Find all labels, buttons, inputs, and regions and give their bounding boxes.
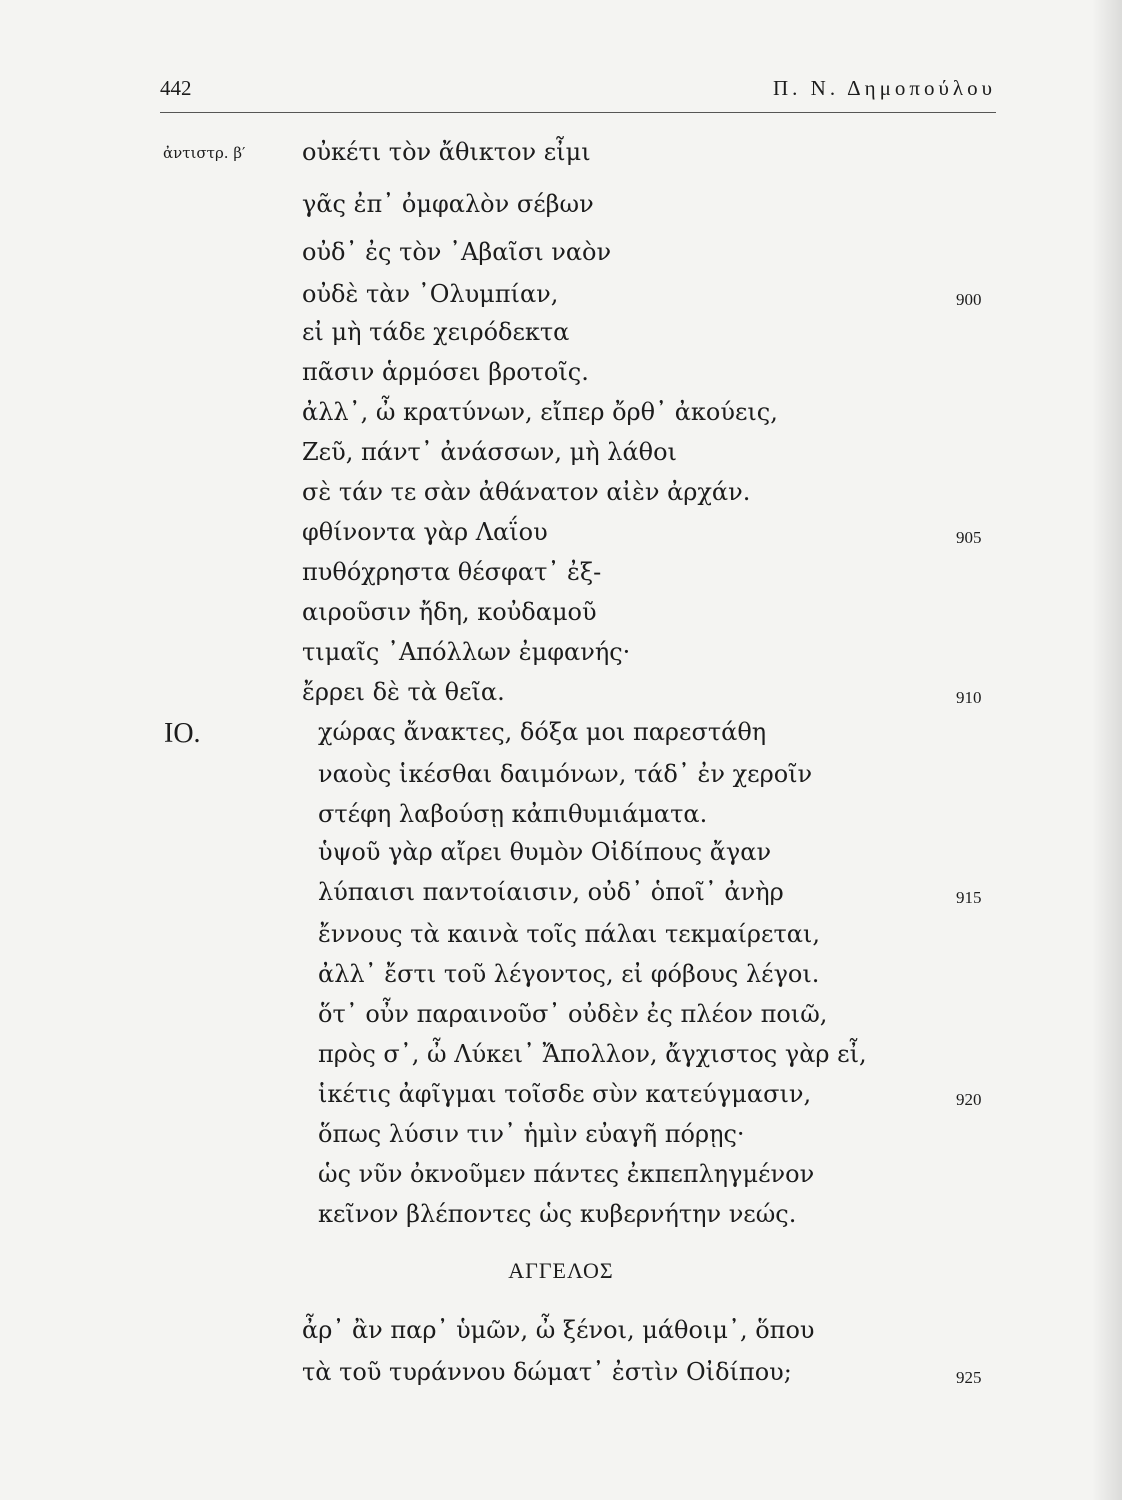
verse-line — [0, 638, 1122, 678]
verse-text: τιμαῖς ᾿Απόλλων ἐμφανής· — [302, 638, 631, 666]
verse-line — [0, 838, 1122, 878]
verse-text: ναοὺς ἱκέσθαι δαιμόνων, τάδ᾿ ἐν χεροῖν — [318, 760, 813, 788]
verse-text: πρὸς σ᾿, ὦ Λύκει᾿ Ἄπολλον, ἄγχιστος γὰρ εἶ, — [318, 1040, 867, 1068]
verse-text: ὅπως λύσιν τιν᾿ ἡμὶν εὐαγῆ πόρῃς· — [318, 1120, 745, 1148]
verse-text: ὑψοῦ γὰρ αἴρει θυμὸν Οἰδίπους ἄγαν — [318, 838, 772, 866]
verse-line — [0, 800, 1122, 840]
verse-line — [0, 920, 1122, 960]
verse-line — [0, 760, 1122, 800]
verse-text: οὐκέτι τὸν ἄθικτον εἶμι — [302, 138, 591, 166]
running-header — [160, 76, 996, 113]
verse-text: ὡς νῦν ὀκνοῦμεν πάντες ἐκπεπληγμένον — [318, 1160, 815, 1188]
verse-line — [0, 960, 1122, 1000]
verse-line — [0, 1200, 1122, 1240]
verse-line — [0, 438, 1122, 478]
verse-text: κεῖνον βλέποντες ὡς κυβερνήτην νεώς. — [318, 1200, 797, 1228]
line-number: 910 — [956, 688, 982, 707]
verse-text: στέφη λαβούσῃ κἀπιθυμιάματα. — [318, 800, 708, 828]
line-number: 900 — [956, 290, 982, 309]
verse-text: Ζεῦ, πάντ᾿ ἀνάσσων, μὴ λάθοι — [302, 438, 677, 466]
verse-text: τὰ τοῦ τυράννου δώματ᾿ ἐστὶν Οἰδίπου; — [302, 1358, 792, 1386]
verse-line — [0, 558, 1122, 598]
verse-line — [0, 518, 1122, 558]
speaker-heading: ΑΓΓΕΛΟΣ — [508, 1258, 614, 1283]
verse-text: ἀλλ᾿, ὦ κρατύνων, εἴπερ ὄρθ᾿ ἀκούεις, — [302, 398, 778, 426]
verse-text: αιροῦσιν ἤδη, κοὐδαμοῦ — [302, 598, 597, 626]
running-title: Π. Ν. Δημοπούλου — [773, 76, 996, 100]
verse-line — [0, 878, 1122, 918]
verse-text: οὐδ᾿ ἐς τὸν ᾿Αβαῖσι ναὸν — [302, 238, 612, 266]
verse-line — [0, 478, 1122, 518]
verse-line — [0, 190, 1122, 230]
verse-line — [0, 1040, 1122, 1080]
verse-text: ἱκέτις ἀφῖγμαι τοῖσδε σὺν κατεύγμασιν, — [318, 1080, 812, 1108]
verse-line — [0, 1080, 1122, 1120]
verse-text: σὲ τάν τε σὰν ἀθάνατον αἰὲν ἀρχάν. — [302, 478, 751, 506]
verse-line — [0, 1120, 1122, 1160]
verse-line — [0, 1316, 1122, 1356]
line-number: 925 — [956, 1368, 982, 1387]
verse-text: ἔρρει δὲ τὰ θεῖα. — [302, 678, 505, 706]
verse-line — [0, 678, 1122, 718]
line-number: 920 — [956, 1090, 982, 1109]
verse-text: λύπαισι παντοίαισιν, οὐδ᾿ ὁποῖ᾿ ἀνὴρ — [318, 878, 784, 906]
verse-text: χώρας ἄνακτες, δόξα μοι παρεστάθη — [318, 718, 767, 746]
verse-line — [0, 598, 1122, 638]
verse-line — [0, 318, 1122, 358]
line-number: 915 — [956, 888, 982, 907]
verse-text: φθίνοντα γὰρ Λαΐου — [302, 518, 548, 546]
verse-line — [0, 138, 1122, 178]
page-number: 442 — [160, 76, 192, 100]
verse-line — [0, 718, 1122, 758]
speaker-label: ΙΟ. — [164, 718, 201, 749]
verse-text: ὅτ᾿ οὖν παραινοῦσ᾿ οὐδὲν ἐς πλέον ποιῶ, — [318, 1000, 828, 1028]
verse-line — [0, 358, 1122, 398]
verse-line — [0, 398, 1122, 438]
verse-text: ἔννους τὰ καινὰ τοῖς πάλαι τεκμαίρεται, — [318, 920, 820, 948]
verse-line — [0, 1160, 1122, 1200]
verse-text: ἀλλ᾿ ἔστι τοῦ λέγοντος, εἰ φόβους λέγοι. — [318, 960, 820, 988]
verse-text: οὐδὲ τὰν ᾿Ολυμπίαν, — [302, 280, 559, 308]
verse-text: εἰ μὴ τάδε χειρόδεκτα — [302, 318, 570, 346]
verse-line — [0, 1000, 1122, 1040]
verse-text: πυθόχρηστα θέσφατ᾿ ἐξ- — [302, 558, 602, 586]
verse-line — [0, 1358, 1122, 1398]
verse-text: πᾶσιν ἁρμόσει βροτοῖς. — [302, 358, 589, 386]
verse-text: γᾶς ἐπ᾿ ὀμφαλὸν σέβων — [302, 190, 594, 218]
verse-line — [0, 280, 1122, 320]
verse-line — [0, 238, 1122, 278]
line-number: 905 — [956, 528, 982, 547]
verse-text: ἆρ᾿ ἂν παρ᾿ ὑμῶν, ὦ ξένοι, μάθοιμ᾿, ὅπου — [302, 1316, 815, 1344]
strophe-label: ἀντιστρ. β′ — [163, 144, 246, 162]
